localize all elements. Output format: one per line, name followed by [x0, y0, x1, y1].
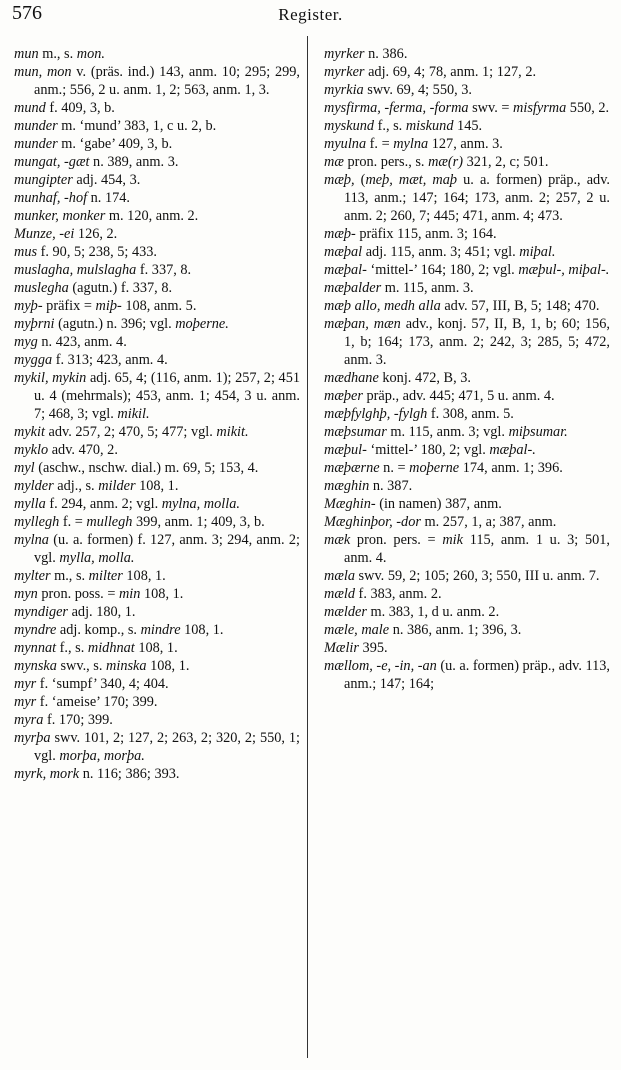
register-entry: Munze, -ei 126, 2. [14, 226, 118, 242]
register-entry: myl (aschw., nschw. dial.) m. 69, 5; 153, 4. [14, 460, 259, 476]
register-entry: myskund f., s. miskund 145. [324, 118, 483, 134]
register-entry: Mæghinþor, -dor m. 257, 1, a; 387, anm. [324, 514, 557, 530]
register-entry: myþ- präfix = miþ- 108, anm. 5. [14, 298, 197, 314]
register-entry: mun, mon v. (präs. ind.) 143, anm. 10; 295; 299, anm.; 556, 2 u. anm. 1, 2; 563, anm. 1, 3. [14, 64, 300, 98]
register-entry: myr f. ‘ameise’ 170; 399. [14, 694, 158, 710]
register-entry: mællom, -e, -in, -an (u. a. formen) präp., adv. 113, anm.; 147; 164; [324, 658, 611, 692]
register-entry: Mæghin- (in namen) 387, anm. [324, 496, 502, 512]
register-entry: mungipter adj. 454, 3. [14, 172, 141, 188]
register-entry: mynnat f., s. midhnat 108, 1. [14, 640, 178, 656]
register-entry: mæk pron. pers. = mik 115, anm. 1 u. 3; 501, anm. 4. [324, 532, 610, 566]
register-entry: muslegha (agutn.) f. 337, 8. [14, 280, 173, 296]
register-entry: mylder adj., s. milder 108, 1. [14, 478, 179, 494]
register-entry: mæla swv. 59, 2; 105; 260, 3; 550, III u. anm. 7. [324, 568, 600, 584]
page-title: Register. [278, 5, 343, 24]
register-entry: mæþalder m. 115, anm. 3. [324, 280, 474, 296]
register-entry: mæþfylghþ, -fylgh f. 308, anm. 5. [324, 406, 514, 422]
register-entry: myrker n. 386. [324, 46, 408, 62]
register-entry: mæld f. 383, anm. 2. [324, 586, 442, 602]
register-entry: myrk, mork n. 116; 386; 393. [14, 766, 180, 782]
register-entry: munder m. ‘gabe’ 409, 3, b. [14, 136, 173, 152]
register-entry: mæþal adj. 115, anm. 3; 451; vgl. miþal. [324, 244, 556, 260]
register-entry: mæþal- ‘mittel-’ 164; 180, 2; vgl. mæþul-, miþal-. [324, 262, 610, 278]
register-entry: munker, monker m. 120, anm. 2. [14, 208, 199, 224]
register-entry: mysfirma, -ferma, -forma swv. = misfyrma 550, 2. [324, 100, 610, 116]
register-entry: myn pron. poss. = min 108, 1. [14, 586, 184, 602]
register-entry: mæghin n. 387. [324, 478, 413, 494]
register-entry: mæþan, mæn adv., konj. 57, II, B, 1, b; 60; 156, 1, b; 164; 173, anm. 2; 242, 3; 285, 5; 472, anm. 3. [324, 316, 610, 368]
register-entry: mælder m. 383, 1, d u. anm. 2. [324, 604, 500, 620]
register-entry: mæle, male n. 386, anm. 1; 396, 3. [324, 622, 522, 638]
register-entry: mylter m., s. milter 108, 1. [14, 568, 166, 584]
register-entry: myklo adv. 470, 2. [14, 442, 118, 458]
register-entry: mygga f. 313; 423, anm. 4. [14, 352, 168, 368]
register-entry: mykit adv. 257, 2; 470, 5; 477; vgl. mikit. [14, 424, 249, 440]
register-entry: mylna (u. a. formen) f. 127, anm. 3; 294, anm. 2; vgl. mylla, molla. [14, 532, 300, 566]
register-entry: Mælir 395. [324, 640, 388, 656]
register-entry: mylla f. 294, anm. 2; vgl. mylna, molla. [14, 496, 240, 512]
register-entry: mæþ, (meþ, mæt, maþ u. a. formen) präp., adv. 113, anm.; 147; 164; 173, anm. 2; 257, 2 u. anm. 2; 260, 7; 445; 471, anm. 4; 473. [324, 172, 610, 224]
right-column [324, 45, 610, 693]
page-header [0, 2, 621, 32]
register-entry: mæþer präp., adv. 445; 471, 5 u. anm. 4. [324, 388, 555, 404]
register-entry: mus f. 90, 5; 238, 5; 433. [14, 244, 157, 260]
register-entry: myndre adj. komp., s. mindre 108, 1. [14, 622, 224, 638]
register-entry: myndiger adj. 180, 1. [14, 604, 136, 620]
register-entry: myllegh f. = mullegh 399, anm. 1; 409, 3, b. [14, 514, 265, 530]
page-number: 576 [12, 2, 42, 24]
register-entry: myrþa swv. 101, 2; 127, 2; 263, 2; 320, 2; 550, 1; vgl. morþa, morþa. [14, 730, 300, 764]
register-entry: mynska swv., s. minska 108, 1. [14, 658, 190, 674]
register-entry: myrkia swv. 69, 4; 550, 3. [324, 82, 472, 98]
register-entry: mæþ allo, medh alla adv. 57, III, B, 5; 148; 470. [324, 298, 600, 314]
register-entry: mund f. 409, 3, b. [14, 100, 115, 116]
register-entry: mæþul- ‘mittel-’ 180, 2; vgl. mæþal-. [324, 442, 536, 458]
register-entry: myulna f. = mylna 127, anm. 3. [324, 136, 503, 152]
register-entry: myg n. 423, anm. 4. [14, 334, 127, 350]
register-entry: myr f. ‘sumpf’ 340, 4; 404. [14, 676, 169, 692]
register-entry: mædhane konj. 472, B, 3. [324, 370, 471, 386]
register-entry: myþrni (agutn.) n. 396; vgl. moþerne. [14, 316, 229, 332]
register-entry: mun m., s. mon. [14, 46, 105, 62]
register-entry: munhaf, -hof n. 174. [14, 190, 130, 206]
register-entry: mæ pron. pers., s. mæ(r) 321, 2, c; 501. [324, 154, 549, 170]
register-entry: munder m. ‘mund’ 383, 1, c u. 2, b. [14, 118, 217, 134]
register-entry: mæþsumar m. 115, anm. 3; vgl. miþsumar. [324, 424, 568, 440]
register-entry: mykil, mykin adj. 65, 4; (116, anm. 1); 257, 2; 451 u. 4 (mehrmals); 453, anm. 1; 454, 3 u. anm. 7; 468, 3; vgl. mikil. [14, 370, 300, 422]
register-entry: myra f. 170; 399. [14, 712, 113, 728]
register-entry: mæþærne n. = moþerne 174, anm. 1; 396. [324, 460, 563, 476]
register-entry: mungat, -gæt n. 389, anm. 3. [14, 154, 179, 170]
left-column [14, 45, 300, 783]
column-divider [307, 36, 308, 1058]
register-entry: myrker adj. 69, 4; 78, anm. 1; 127, 2. [324, 64, 537, 80]
register-entry: muslagha, mulslagha f. 337, 8. [14, 262, 192, 278]
register-entry: mæþ- präfix 115, anm. 3; 164. [324, 226, 497, 242]
